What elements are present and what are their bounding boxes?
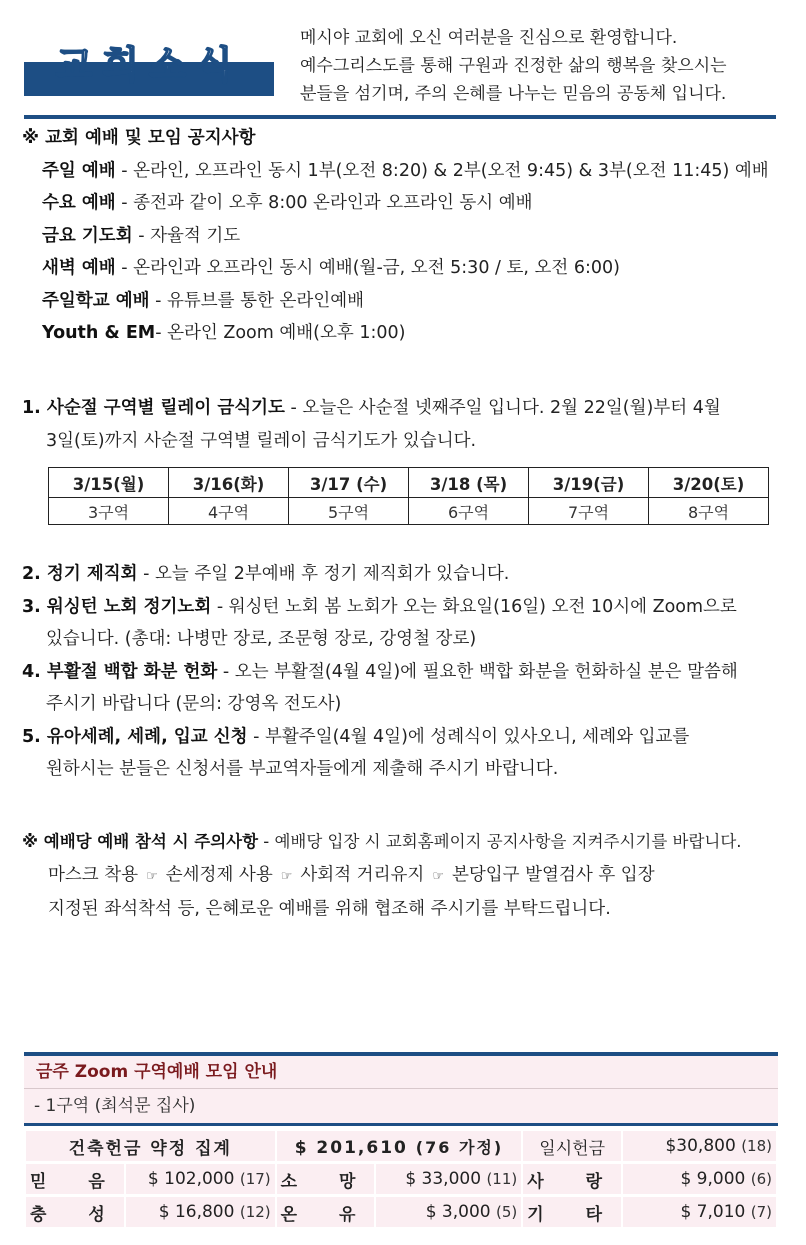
pledge-count: (7) — [750, 1203, 772, 1221]
date-cell: 3/16(화) — [169, 468, 289, 498]
news-text: - 오늘은 사순절 넷째주일 입니다. 2월 22일(월)부터 4월 — [284, 398, 721, 418]
zoom-title: 금주 Zoom 구역예배 모임 안내 — [36, 1062, 278, 1082]
pledge-amount-cell — [126, 1164, 275, 1194]
page-title: 교회소식 — [55, 43, 243, 87]
district-cell: 8구역 — [649, 498, 769, 525]
worship-item — [22, 155, 769, 188]
district-cell: 6구역 — [409, 498, 529, 525]
table-row — [49, 468, 769, 498]
pledge-amount: $ 9,000 — [680, 1169, 746, 1189]
news-label: 1. 사순절 구역별 릴레이 금식기도 — [22, 398, 285, 418]
extra-count: (18) — [741, 1137, 772, 1155]
caution-line — [22, 826, 742, 859]
extra-amount-cell — [623, 1131, 776, 1161]
caution-closing: 지정된 좌석착석 등, 은혜로운 예배를 위해 협조해 주시기를 부탁드립니다. — [48, 899, 611, 919]
pledge-count: (6) — [750, 1170, 772, 1188]
pledge-count: (5) — [495, 1203, 518, 1221]
worship-label: 금요 기도회 — [42, 225, 133, 246]
news-label: 4. 부활절 백합 화분 헌화 — [22, 661, 218, 682]
pledge-amount: $ 16,800 — [158, 1202, 235, 1222]
date-cell: 3/17 (수) — [289, 468, 409, 498]
district-cell: 3구역 — [49, 498, 169, 525]
pledge-count: (12) — [239, 1203, 271, 1221]
pledge-count: (17) — [239, 1170, 271, 1188]
worship-schedule — [22, 122, 769, 350]
date-cell: 3/15(월) — [49, 468, 169, 498]
news-label: 5. 유아세례, 세례, 입교 신청 — [22, 726, 248, 747]
worship-text: - 자율적 기도 — [132, 225, 241, 246]
worship-item — [22, 317, 769, 350]
district-cell: 5구역 — [289, 498, 409, 525]
news-text: - 워싱턴 노회 봄 노회가 오는 화요일(16일) 오전 10시에 Zoom으로 — [211, 596, 737, 617]
welcome-line-1: 메시야 교회에 오신 여러분을 진심으로 환영합니다. — [300, 28, 678, 48]
date-cell: 3/19(금) — [529, 468, 649, 498]
date-cell: 3/20(토) — [649, 468, 769, 498]
news-continuation: 3일(토)까지 사순절 구역별 릴레이 금식기도가 있습니다. — [46, 430, 477, 451]
caution-text: - 예배당 입장 시 교회홈페이지 공지사항을 지켜주시기를 바랍니다. — [258, 832, 742, 851]
worship-text: - 온라인과 오프라인 동시 예배(월-금, 오전 5:30 / 토, 오전 6:00) — [115, 258, 621, 278]
news-text: - 부활주일(4월 4일)에 성례식이 있사오니, 세례와 입교를 — [247, 726, 690, 747]
worship-item — [22, 252, 769, 285]
worship-text: - 유튜브를 통한 온라인예배 — [149, 290, 365, 311]
welcome-line-2: 예수그리스도를 통해 구원과 진정한 삶의 행복을 찾으시는 — [300, 56, 727, 76]
news-continuation: 있습니다. (총대: 나병만 장로, 조문형 장로, 강영철 장로) — [46, 629, 477, 649]
district-cell: 4구역 — [169, 498, 289, 525]
news-text: - 오는 부활절(4월 4일)에 필요한 백합 화분을 헌화하실 분은 말씀해 — [217, 661, 738, 682]
news-item-4 — [22, 656, 782, 689]
rule-temperature: 본당입구 발열검사 후 입장 — [451, 864, 655, 885]
extra-label: 일시헌금 — [523, 1131, 621, 1161]
news-item-3 — [22, 591, 782, 624]
pledge-label: 온 유 — [277, 1197, 375, 1227]
table-row — [49, 498, 769, 525]
worship-label: 새벽 예배 — [42, 258, 116, 278]
news-item-2 — [22, 558, 782, 591]
worship-text: - 온라인, 오프라인 동시 1부(오전 8:20) & 2부(오전 9:45) & 3부(오전 11:45) 예배 — [115, 160, 769, 181]
pledge-label: 사 랑 — [523, 1164, 621, 1194]
pledge-total — [277, 1131, 522, 1161]
header-divider — [24, 115, 776, 119]
rule-mask: 마스크 착용 — [48, 864, 139, 885]
news-item-5 — [22, 721, 782, 754]
extra-amount: $30,800 — [665, 1136, 736, 1156]
pledge-amount-cell — [126, 1197, 275, 1227]
worship-text: - 온라인 Zoom 예배(오후 1:00) — [155, 323, 406, 343]
worship-item — [22, 285, 769, 318]
caution-label: ※ 예배당 예배 참석 시 주의사항 — [22, 832, 259, 851]
table-row — [26, 1164, 776, 1194]
pledge-title: 건축헌금 약정 집계 — [26, 1131, 275, 1161]
pledge-amount-cell — [623, 1164, 776, 1194]
date-cell: 3/18 (목) — [409, 468, 529, 498]
pledge-divider — [24, 1123, 778, 1126]
news-text: - 오늘 주일 2부예배 후 정기 제직회가 있습니다. — [137, 564, 510, 584]
news-items — [22, 558, 782, 786]
pledge-label: 믿 음 — [26, 1164, 124, 1194]
pledge-amount: $ 33,000 — [405, 1169, 482, 1189]
pledge-amount: $ 3,000 — [425, 1202, 491, 1222]
rule-sanitizer: 손세정제 사용 — [165, 864, 273, 885]
relay-fasting-table — [48, 467, 769, 525]
worship-label: 주일 예배 — [42, 160, 116, 181]
worship-label: 수요 예배 — [42, 193, 116, 213]
welcome-line-3: 분들을 섬기며, 주의 은혜를 나누는 믿음의 공동체 입니다. — [300, 84, 727, 104]
worship-heading: ※ 교회 예배 및 모임 공지사항 — [22, 128, 256, 148]
rule-distancing: 사회적 거리유지 — [300, 864, 425, 885]
pledge-total-count: (76 가정) — [415, 1137, 504, 1157]
worship-item — [22, 187, 769, 220]
table-row — [26, 1131, 776, 1161]
pledge-label: 충 성 — [26, 1197, 124, 1227]
pledge-amount-cell — [376, 1197, 521, 1227]
worship-label: Youth & EM — [42, 323, 156, 343]
pledge-total-amount: $ 201,610 — [294, 1137, 408, 1158]
news-continuation: 원하시는 분들은 신청서를 부교역자들에게 제출해 주시기 바랍니다. — [46, 759, 559, 779]
pledge-count: (11) — [486, 1170, 518, 1188]
news-label: 3. 워싱턴 노회 정기노회 — [22, 596, 212, 617]
pledge-label: 소 망 — [277, 1164, 375, 1194]
worship-item — [22, 220, 769, 253]
news-item-1 — [22, 392, 782, 457]
pledge-amount-cell — [376, 1164, 521, 1194]
pledge-table — [24, 1128, 778, 1230]
welcome-message — [300, 24, 780, 108]
table-row — [26, 1197, 776, 1227]
district-cell: 7구역 — [529, 498, 649, 525]
caution-rules — [22, 859, 742, 894]
pledge-amount-cell — [623, 1197, 776, 1227]
news-continuation: 주시기 바랍니다 (문의: 강영옥 전도사) — [46, 694, 342, 714]
zoom-item: - 1구역 (최석문 집사) — [34, 1096, 196, 1116]
pledge-label: 기 타 — [523, 1197, 621, 1227]
worship-caution — [22, 826, 742, 926]
pointing-finger-icon: ☞ — [432, 868, 444, 884]
pledge-amount: $ 102,000 — [147, 1169, 235, 1189]
worship-label: 주일학교 예배 — [42, 290, 150, 311]
pledge-amount: $ 7,010 — [680, 1202, 746, 1222]
pointing-finger-icon: ☞ — [280, 868, 293, 884]
pointing-finger-icon: ☞ — [146, 868, 158, 884]
worship-text: - 종전과 같이 오후 8:00 온라인과 오프라인 동시 예배 — [115, 193, 533, 213]
news-label: 2. 정기 제직회 — [22, 564, 138, 584]
